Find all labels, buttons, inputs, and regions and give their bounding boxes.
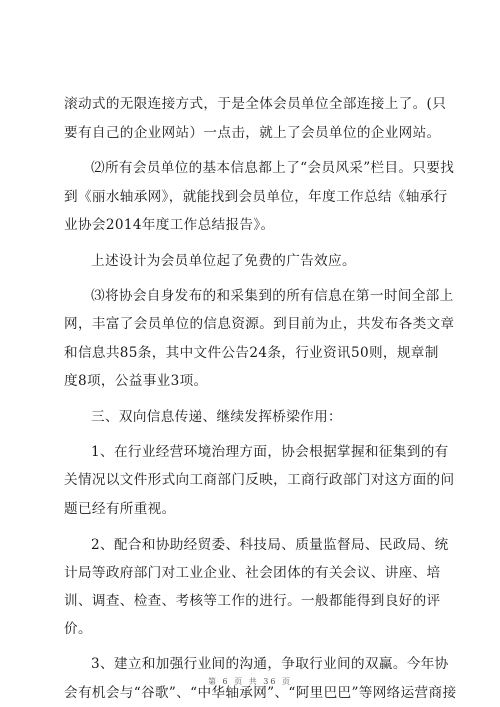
text-line: 滚动式的无限连接方式，于是全体会员单位全部连接上了。(只 xyxy=(64,96,447,112)
section-heading: 三、双向信息传递、继续发挥桥梁作用： xyxy=(91,409,342,425)
text-line: 度8项，公益事业3项。 xyxy=(64,373,208,389)
text-line: ⑵所有会员单位的基本信息都上了“会员风采”栏目。只要找 xyxy=(91,160,455,176)
text-line: 2、配合和协助经贸委、科技局、质量监督局、民政局、统 xyxy=(91,537,449,553)
page-number-footer: 第 6 页 共 36 页 xyxy=(208,677,292,686)
text-line: 会有机会与“谷歌”、“中华轴承网”、“阿里巴巴”等网络运营商接 xyxy=(64,685,457,701)
text-line: 业协会2014年度工作总结报告》。 xyxy=(64,217,275,233)
text-line: 网，丰富了会员单位的信息资源。到目前为止，共发布各类文章 xyxy=(64,316,455,332)
text-line: 1、在行业经营环境治理方面，协会根据掌握和征集到的有 xyxy=(91,444,449,460)
text-line: 要有自己的企业网站）一点击，就上了会员单位的企业网站。 xyxy=(64,125,441,141)
text-line: 计局等政府部门对工业企业、社会团体的有关会议、讲座、培 xyxy=(64,565,441,581)
text-line: 上述设计为会员单位起了免费的广告效应。 xyxy=(91,253,356,269)
text-line: ⑶将协会自身发布的和采集到的所有信息在第一时间全部上 xyxy=(91,288,454,304)
text-line: 关情况以文件形式向工商部门反映，工商行政部门对这方面的问 xyxy=(64,472,455,488)
text-line: 3、建立和加强行业间的沟通，争取行业间的双赢。今年协 xyxy=(91,656,449,672)
text-line: 题已经有所重视。 xyxy=(64,501,176,517)
text-line: 训、调查、检查、考核等工作的进行。一般都能得到良好的评 xyxy=(64,593,441,609)
text-line: 和信息共85条，其中文件公告24条，行业资讯50则，规章制 xyxy=(64,345,439,361)
text-line: 价。 xyxy=(64,621,92,637)
text-line: 到《丽水轴承网》，就能找到会员单位，年度工作总结《轴承行 xyxy=(64,189,448,205)
